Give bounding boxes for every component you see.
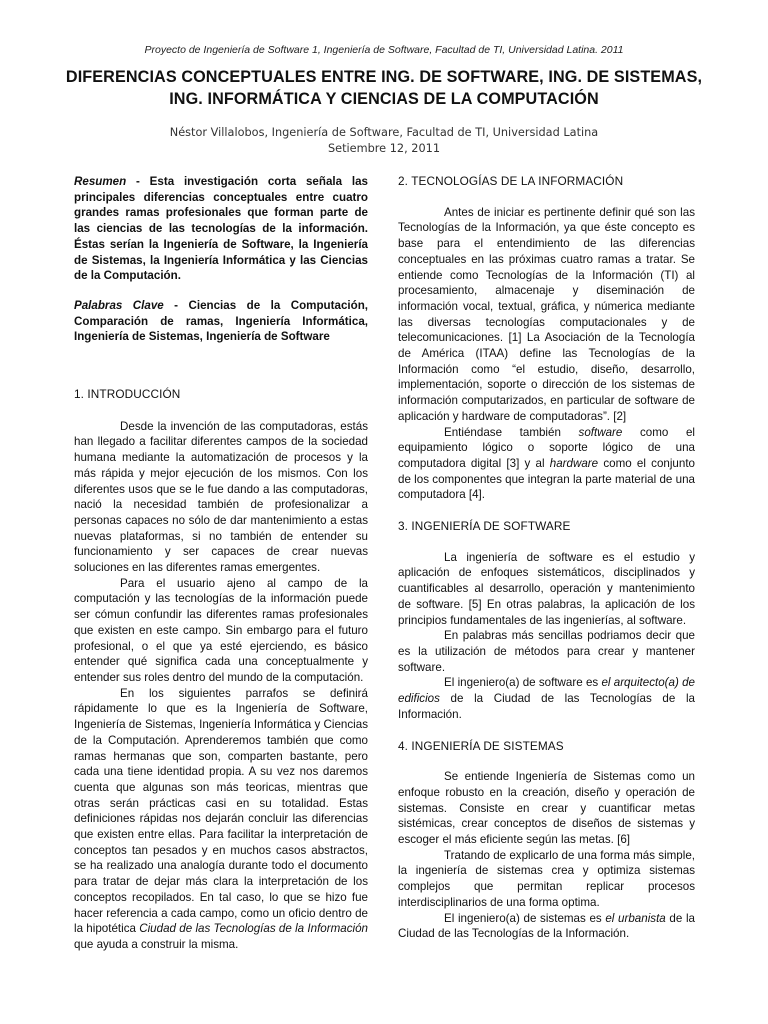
ti-p2-hardware: hardware	[549, 456, 599, 470]
abstract-label: Resumen	[74, 175, 127, 188]
left-column	[74, 174, 368, 953]
intro-paragraph-3	[74, 686, 368, 953]
sistemas-p3-text: El ingeniero(a) de sistemas es	[444, 911, 606, 925]
keywords-label: Palabras Clave	[74, 298, 164, 312]
software-paragraph-2: En palabras más sencillas podriamos decir que es la utilización de métodos para crear y mantener software.	[398, 629, 695, 674]
paper-title: DIFERENCIAS CONCEPTUALES ENTRE ING. DE SOFTWARE, ING. DE SISTEMAS, ING. INFORMÁTICA Y CIENCIAS DE LA COMPUTACIÓN	[65, 68, 703, 108]
section-heading-ti: 2. TECNOLOGÍAS DE LA INFORMACIÓN	[398, 174, 624, 188]
ti-p2-mid: como el equipamiento lógico o soporte lógico de una computadora digital [3] y al	[398, 425, 695, 470]
author-line: Néstor Villalobos, Ingeniería de Software, Facultad de TI, Universidad Latina	[169, 126, 599, 139]
sistemas-paragraph-1: Se entiende Ingeniería de Sistemas como un enfoque robusto en la creación, diseño y operación de sistemas. Consiste en crear y cuantificar metas sistémicas, crear conceptos de diseños de sistemas y escoger el más eficiente según las metas. [6]	[398, 770, 695, 847]
ti-paragraph-2	[398, 425, 695, 504]
keywords	[74, 298, 368, 345]
software-p3-end: de la Ciudad de las Tecnologías de la Información.	[398, 692, 695, 721]
intro-paragraph-1: Desde la invención de las computadoras, estás han llegado a facilitar diferentes campos de la sociedad humana mediante la automatización de procesos y la más rápida y mejor ejecución de los mismos. Con los diferentes usos que se le fue dando a las computadoras, nació la necesidad también de profesionalizar a personas capaces no sólo de dar mantenimiento a estas nuevas plataformas, si no también de entender su funcionamiento y ser capaces de crear nuevas soluciones en las diferentes ramas emergentes.	[74, 419, 368, 575]
ti-p2-text: Entiéndase también	[444, 425, 579, 439]
sistemas-p3-italic: el urbanista	[605, 911, 666, 925]
intro-paragraph-2: Para el usuario ajeno al campo de la computación y las tecnologías de la información puede ser cómun confundir las diferentes ramas profesionales que existen en este campo. Sin embargo para el futuro profesional, o el que ya esté ejerciendo, es básico entender qué significa cada una conceptualmente y entender sus roles dentro del mundo de la computación.	[74, 576, 368, 684]
section-heading-sistemas: 4. INGENIERÍA DE SISTEMAS	[398, 738, 564, 753]
sistemas-paragraph-3	[398, 911, 695, 942]
software-p3-text: El ingeniero(a) de software es	[444, 676, 602, 690]
ti-p2-software: software	[578, 425, 623, 439]
intro-p3-end: que ayuda a construir la misma.	[74, 937, 239, 951]
sistemas-paragraph-2: Tratando de explicarlo de una forma más simple, la ingeniería de sistemas crea y optimiza sistemas complejos que permitan replicar procesos interdisciplinarios de una forma optima.	[398, 848, 695, 909]
abstract-text: - Esta investigación corta señala las principales diferencias conceptuales entre cuatro grandes ramas profesionales que forman parte de las ciencias de las tecnologías de la información. Éstas serían la Ingeniería de Software, la Ingeniería de Sistemas, la Ingeniería Informática y las Ciencias de la Computación.	[74, 175, 368, 283]
software-p3-italic: el arquitecto(a) de edificios	[398, 676, 695, 706]
section-heading-software: 3. INGENIERÍA DE SOFTWARE	[398, 519, 571, 534]
keywords-text: - Ciencias de la Computación, Comparación de ramas, Ingeniería Informática, Ingeniería de Sistemas, Ingeniería de Software	[74, 298, 368, 344]
abstract	[74, 174, 368, 284]
author-block	[0, 125, 768, 157]
running-header: Proyecto de Ingeniería de Software 1, Ingeniería de Software, Facultad de TI, Universidad Latina. 2011	[144, 44, 624, 56]
intro-p3-text: En los siguientes parrafos se definirá rápidamente lo que es la Ingeniería de Software, Ingeniería de Sistemas, Ingeniería Informática y Ciencias de la Computación. Aprenderemos también que como ramas hermanas que son, comparten bastante, pero cada una tiene identidad propia. A su vez nos daremos cuenta que algunas son más teoricas, mientras que otras serán prácticas casi en su totalidad. Estas definiciones rápidas nos dejarán concluir las diferencias que existen entre ellas. Para facilitar la interpretación de conceptos tan pesados y en muchos casos abstractos, se ha realizado una analogía durante todo el documento para tratar de dejar más clara la interpretación de los conceptos recopilados. En tal caso, lo que se hizo fue hacer referencia a cada campo, como un oficio dentro de la hipotética	[74, 686, 368, 936]
date-line: Setiembre 12, 2011	[327, 142, 441, 155]
ti-p2-end: como el conjunto de los componentes que integran la parte material de una computadora [4].	[398, 456, 695, 502]
software-paragraph-3	[398, 675, 695, 722]
right-column	[398, 174, 695, 942]
intro-p3-italic: Ciudad de las Tecnologías de la Información	[139, 922, 368, 936]
sistemas-p3-end: de la Ciudad de las Tecnologías de la Información.	[398, 911, 695, 941]
ti-paragraph-1: Antes de iniciar es pertinente definir qué son las Tecnologías de la Información, ya que éste concepto es base para el entendimiento de las diferencias conceptuales en las próximas cuatro ramas a tratar. Se entiende como Tecnologías de la Información (TI) al procesamiento, almacenaje y diseminación de información vocal, textual, gráfica, y númerica mediante las diversas tecnologías computacionales y de telecomunicaciones. [1] La Asociación de la Tecnología de América (ITAA) define las Tecnologías de la Información como “el estudio, diseño, desarrollo, implementación, soporte o dirección de los sistemas de información computarizados, en particular de software de aplicación y hardware de computadoras”. [2]	[398, 205, 695, 423]
section-heading-intro: 1. INTRODUCCIÓN	[74, 387, 181, 402]
software-paragraph-1: La ingeniería de software es el estudio y aplicación de enfoques sistemáticos, disciplinados y cuantificables al desarrollo, operación y mantenimiento de software. [5] En otras palabras, la aplicación de los principios fundamentales de las ingenierías, al software.	[398, 550, 695, 627]
